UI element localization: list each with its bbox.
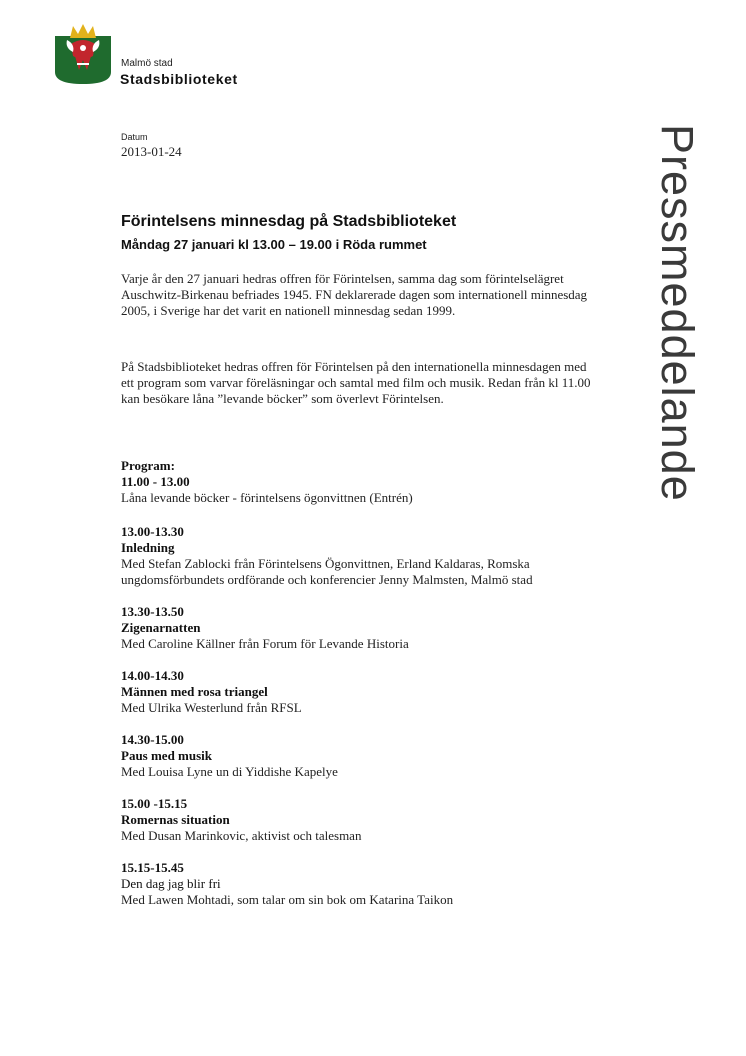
intro-paragraph: Varje år den 27 januari hedras offren för Förintelsen, samma dag som förintelselägret Auschwitz-Birkenau befriades 1945. FN deklarerade dagen som internationell minnesdag 2005, i Sverige har det varit en nationell minnesdag sedan 1999. [121, 271, 588, 318]
schedule-title: Paus med musik [121, 748, 213, 763]
schedule-description: Låna levande böcker - förintelsens ögonvittnen (Entrén) [121, 490, 413, 505]
schedule-description: Med Louisa Lyne un di Yiddishe Kapelye [121, 764, 338, 779]
schedule-description: Med Lawen Mohtadi, som talar om sin bok om Katarina Taikon [121, 892, 454, 907]
schedule-item [121, 860, 591, 908]
schedule-item [121, 524, 591, 588]
schedule-time: 14.00-14.30 [121, 668, 184, 683]
schedule-description: Med Caroline Källner från Forum för Levande Historia [121, 636, 409, 651]
schedule-time: 14.30-15.00 [121, 732, 184, 747]
press-release-side-title: Pressmeddelande [652, 124, 703, 502]
headline: Förintelsens minnesdag på Stadsbiblioteket [121, 213, 457, 230]
schedule-item [121, 668, 591, 716]
malmo-griffin-crest-icon [53, 22, 113, 86]
date-label: Datum [121, 132, 148, 142]
schedule-item [121, 732, 591, 780]
program-label: Program: [121, 458, 175, 473]
schedule-item [121, 474, 591, 506]
library-name: Stadsbiblioteket [120, 71, 238, 87]
schedule-item [121, 604, 591, 652]
schedule-title: Inledning [121, 540, 175, 555]
subheadline: Måndag 27 januari kl 13.00 – 19.00 i Röda rummet [121, 237, 427, 252]
schedule-description: Med Stefan Zablocki från Förintelsens Ögonvittnen, Erland Kaldaras, Romska ungdomsförbundets ordförande och konferencier Jenny Malmsten, Malmö stad [121, 556, 533, 587]
schedule-time: 15.15-15.45 [121, 860, 184, 875]
schedule-title: Zigenarnatten [121, 620, 201, 635]
schedule-description: Med Dusan Marinkovic, aktivist och talesman [121, 828, 362, 843]
schedule-time: 15.00 -15.15 [121, 796, 188, 811]
schedule-time: 13.30-13.50 [121, 604, 184, 619]
schedule-time: 13.00-13.30 [121, 524, 184, 539]
schedule-time: 11.00 - 13.00 [121, 474, 190, 489]
schedule-description: Med Ulrika Westerlund från RFSL [121, 700, 302, 715]
schedule-item [121, 796, 591, 844]
program-paragraph: På Stadsbiblioteket hedras offren för Förintelsen på den internationella minnesdagen med ett program som varvar föreläsningar och samtal med film och musik. Redan från kl 11.00 kan besökare låna ”levande böcker” som överlevt Förintelsen. [121, 359, 591, 406]
organization-name: Malmö stad [121, 58, 173, 69]
schedule-title: Den dag jag blir fri [121, 876, 221, 891]
schedule-title: Männen med rosa triangel [121, 684, 268, 699]
schedule-title: Romernas situation [121, 812, 230, 827]
program-schedule [121, 474, 591, 924]
date-value: 2013-01-24 [121, 144, 182, 159]
